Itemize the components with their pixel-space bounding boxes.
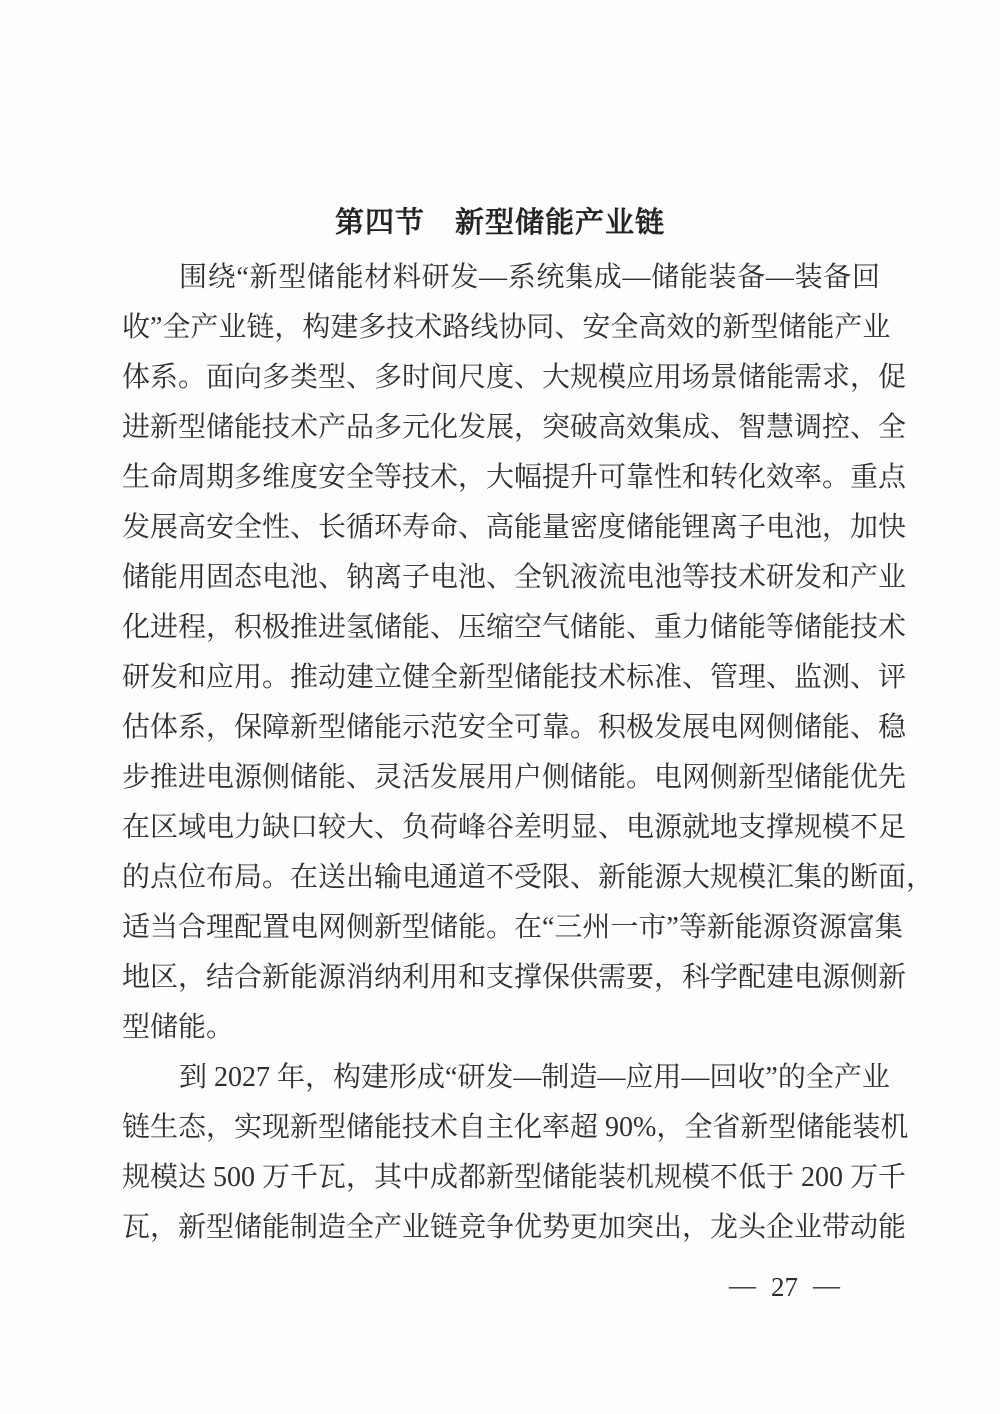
text-line: 进新型储能技术产品多元化发展，突破高效集成、智慧调控、全 xyxy=(122,412,907,443)
text-line: 的点位布局。在送出输电通道不受限、新能源大规模汇集的断面， xyxy=(122,862,935,893)
text-line: 瓦，新型储能制造全产业链竞争优势更加突出，龙头企业带动能 xyxy=(122,1212,907,1243)
text-line: 链生态，实现新型储能技术自主化率超 90%，全省新型储能装机 xyxy=(122,1112,909,1143)
paragraph xyxy=(122,253,935,1053)
text-line: 适当合理配置电网侧新型储能。在“三州一市”等新能源资源富集 xyxy=(122,912,903,943)
text-line: 体系。面向多类型、多时间尺度、大规模应用场景储能需求，促 xyxy=(122,362,907,393)
text-line: 生命周期多维度安全等技术，大幅提升可靠性和转化效率。重点 xyxy=(122,462,907,493)
text-line: 化进程，积极推进氢储能、压缩空气储能、重力储能等储能技术 xyxy=(122,612,907,643)
section-heading: 第四节 新型储能产业链 xyxy=(334,207,665,239)
text-line: 围绕“新型储能材料研发—系统集成—储能装备—装备回 xyxy=(179,262,880,293)
text-line: 型储能。 xyxy=(122,1012,235,1043)
text-line: 研发和应用。推动建立健全新型储能技术标准、管理、监测、评 xyxy=(122,662,907,693)
text-line: 规模达 500 万千瓦，其中成都新型储能装机规模不低于 200 万千 xyxy=(122,1162,907,1193)
text-line: 到 2027 年，构建形成“研发—制造—应用—回收”的全产业 xyxy=(179,1062,890,1093)
text-line: 步推进电源侧储能、灵活发展用户侧储能。电网侧新型储能优先 xyxy=(122,762,907,793)
text-line: 收”全产业链，构建多技术路线协同、安全高效的新型储能产业 xyxy=(122,312,891,343)
document-body xyxy=(122,253,935,1253)
text-line: 发展高安全性、长循环寿命、高能量密度储能锂离子电池，加快 xyxy=(122,512,907,543)
paragraph xyxy=(122,1053,909,1253)
page-number xyxy=(729,1272,840,1303)
text-line: 在区域电力缺口较大、负荷峰谷差明显、电源就地支撑规模不足 xyxy=(122,812,907,843)
page-number-value: 27 xyxy=(771,1272,798,1302)
text-line: 估体系，保障新型储能示范安全可靠。积极发展电网侧储能、稳 xyxy=(122,712,907,743)
text-line: 储能用固态电池、钠离子电池、全钒液流电池等技术研发和产业 xyxy=(122,562,907,593)
text-line: 地区，结合新能源消纳利用和支撑保供需要，科学配建电源侧新 xyxy=(122,962,907,993)
page-number-right-dash: — xyxy=(813,1270,840,1300)
page-number-left-dash: — xyxy=(729,1270,756,1300)
